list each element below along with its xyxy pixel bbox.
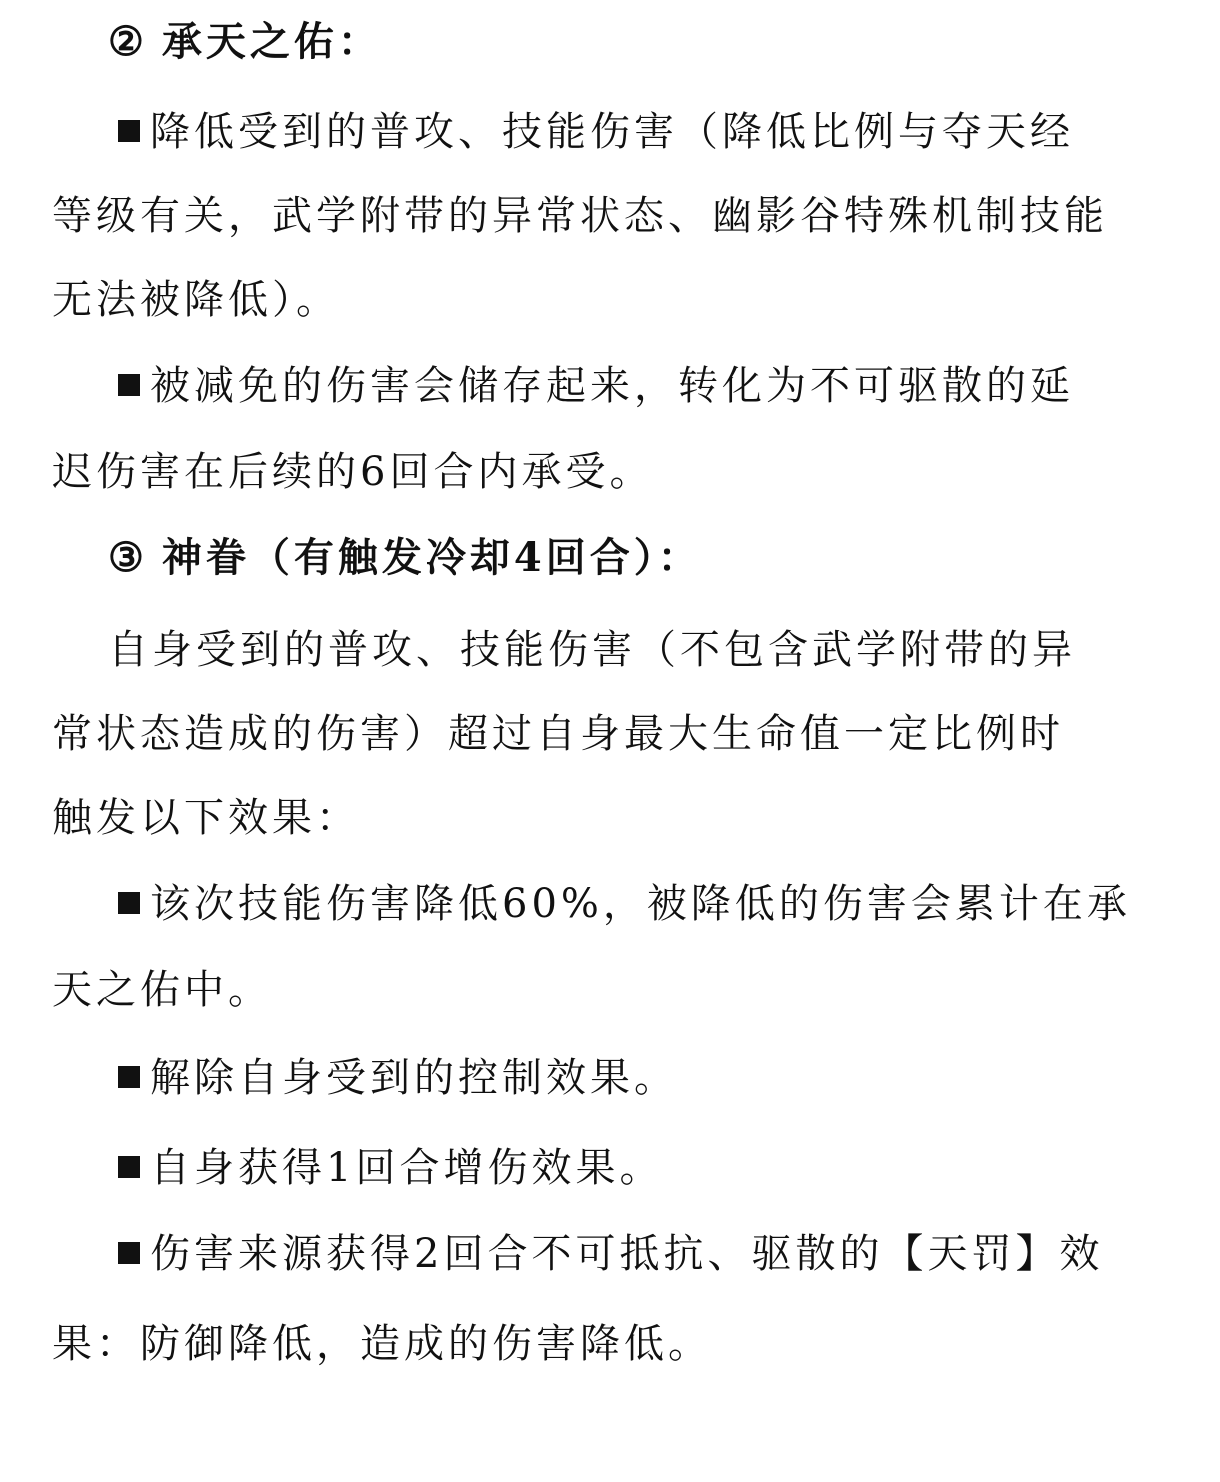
bullet-item [118,358,1074,414]
paragraph-line: 伤害来源获得2回合不可抵抗、驱散的【天罚】效 [150,1231,1104,1277]
bullet-item [118,1140,663,1196]
bullet-square-icon [118,1066,140,1088]
section-numeral: ② [108,18,148,65]
section-numeral: ③ [108,534,148,581]
bullet-square-icon [118,1156,140,1178]
bullet-square-icon [118,374,140,396]
paragraph-line: 被减免的伤害会储存起来，转化为不可驱散的延 [150,363,1074,409]
bullet-item [118,1226,1103,1282]
bullet-item [118,876,1131,932]
paragraph-line: 果：防御降低，造成的伤害降低。 [52,1321,712,1367]
paragraph-line: 等级有关，武学附带的异常状态、幽影谷特殊机制技能 [52,193,1108,239]
bullet-square-icon [118,120,140,142]
bullet-item [118,1050,678,1106]
paragraph-line: 迟伤害在后续的6回合内承受。 [52,449,654,495]
paragraph-line: 该次技能伤害降低60%，被降低的伤害会累计在承 [150,881,1131,927]
section-title: 承天之佑： [161,18,382,65]
section-title: 神眷（有触发冷却4回合）： [161,534,702,581]
paragraph-line: 自身受到的普攻、技能伤害（不包含武学附带的异 [108,627,1076,673]
paragraph-line: 无法被降低）。 [52,277,340,323]
section-heading-3 [108,530,702,586]
section-heading-2 [108,14,382,70]
bullet-square-icon [118,892,140,914]
paragraph-line: 触发以下效果： [52,795,360,841]
bullet-square-icon [118,1242,140,1264]
paragraph-line: 常状态造成的伤害）超过自身最大生命值一定比例时 [52,711,1064,757]
bullet-item [118,104,1074,160]
paragraph-line: 降低受到的普攻、技能伤害（降低比例与夺天经 [150,109,1074,155]
paragraph-line: 解除自身受到的控制效果。 [150,1055,678,1101]
paragraph-line: 天之佑中。 [52,967,272,1013]
paragraph-line: 自身获得1回合增伤效果。 [150,1145,664,1191]
